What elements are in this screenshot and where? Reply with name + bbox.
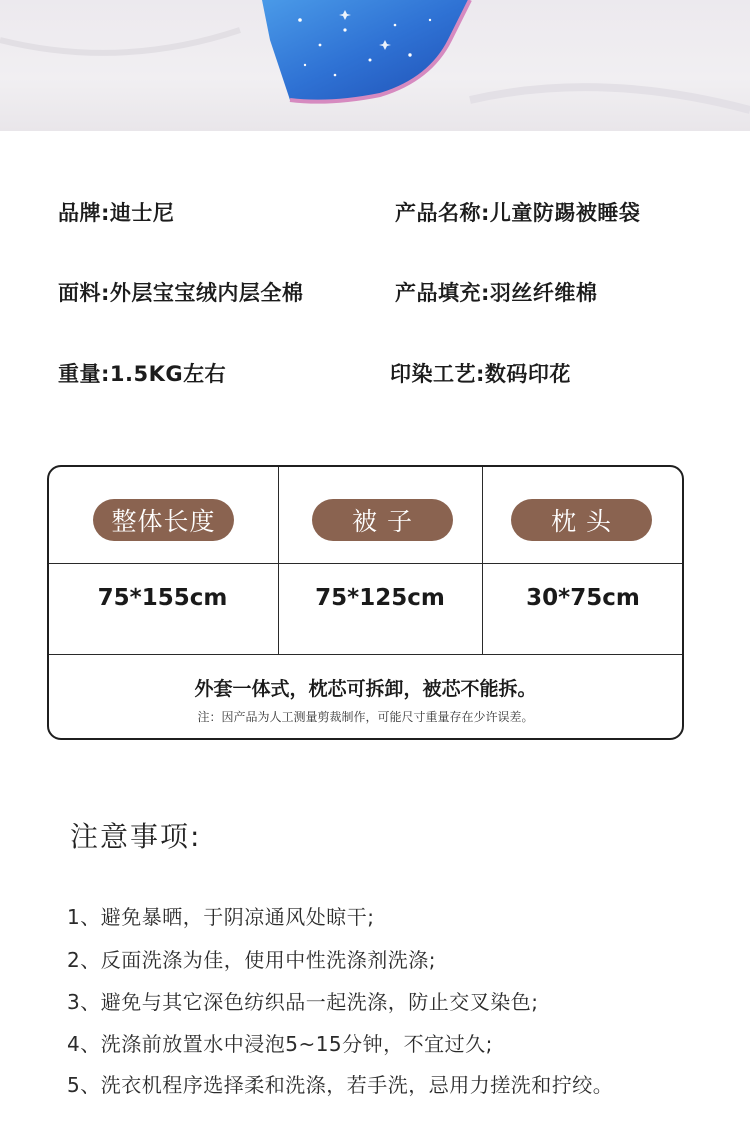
header-total-length: 整体长度 bbox=[93, 499, 234, 541]
size-quilt: 75*125cm bbox=[315, 585, 445, 611]
size-total-length: 75*155cm bbox=[97, 585, 228, 611]
spec-product-name: 产品名称:儿童防踢被睡袋 bbox=[395, 201, 641, 225]
table-divider bbox=[49, 563, 682, 564]
size-pillow: 30*75cm bbox=[526, 585, 640, 611]
product-photo bbox=[0, 0, 750, 131]
care-item: 1、避免暴晒，于阴凉通风处晾干; bbox=[67, 905, 375, 929]
spec-filling: 产品填充:羽丝纤维棉 bbox=[395, 281, 598, 305]
table-divider bbox=[482, 467, 483, 654]
table-note: 外套一体式，枕芯可拆卸，被芯不能拆。 bbox=[194, 678, 537, 700]
spec-brand: 品牌:迪士尼 bbox=[58, 201, 175, 225]
header-pillow: 枕 头 bbox=[511, 499, 652, 541]
care-item: 3、避免与其它深色纺织品一起洗涤，防止交叉染色; bbox=[67, 990, 539, 1014]
table-divider bbox=[49, 654, 682, 655]
spec-printing: 印染工艺:数码印花 bbox=[390, 362, 571, 386]
table-disclaimer: 注：因产品为人工测量剪裁制作，可能尺寸重量存在少许误差。 bbox=[197, 710, 534, 724]
spec-weight: 重量:1.5KG左右 bbox=[58, 362, 227, 386]
sleeping-bag-image bbox=[0, 0, 750, 131]
header-quilt: 被 子 bbox=[312, 499, 453, 541]
care-item: 5、洗衣机程序选择柔和洗涤，若手洗，忌用力搓洗和拧绞。 bbox=[67, 1073, 614, 1097]
care-item: 4、洗涤前放置水中浸泡5~15分钟，不宜过久; bbox=[67, 1032, 493, 1056]
care-item: 2、反面洗涤为佳，使用中性洗涤剂洗涤; bbox=[67, 948, 436, 972]
spec-fabric: 面料:外层宝宝绒内层全棉 bbox=[58, 281, 304, 305]
table-divider bbox=[278, 467, 279, 654]
care-title: 注意事项: bbox=[70, 820, 202, 853]
